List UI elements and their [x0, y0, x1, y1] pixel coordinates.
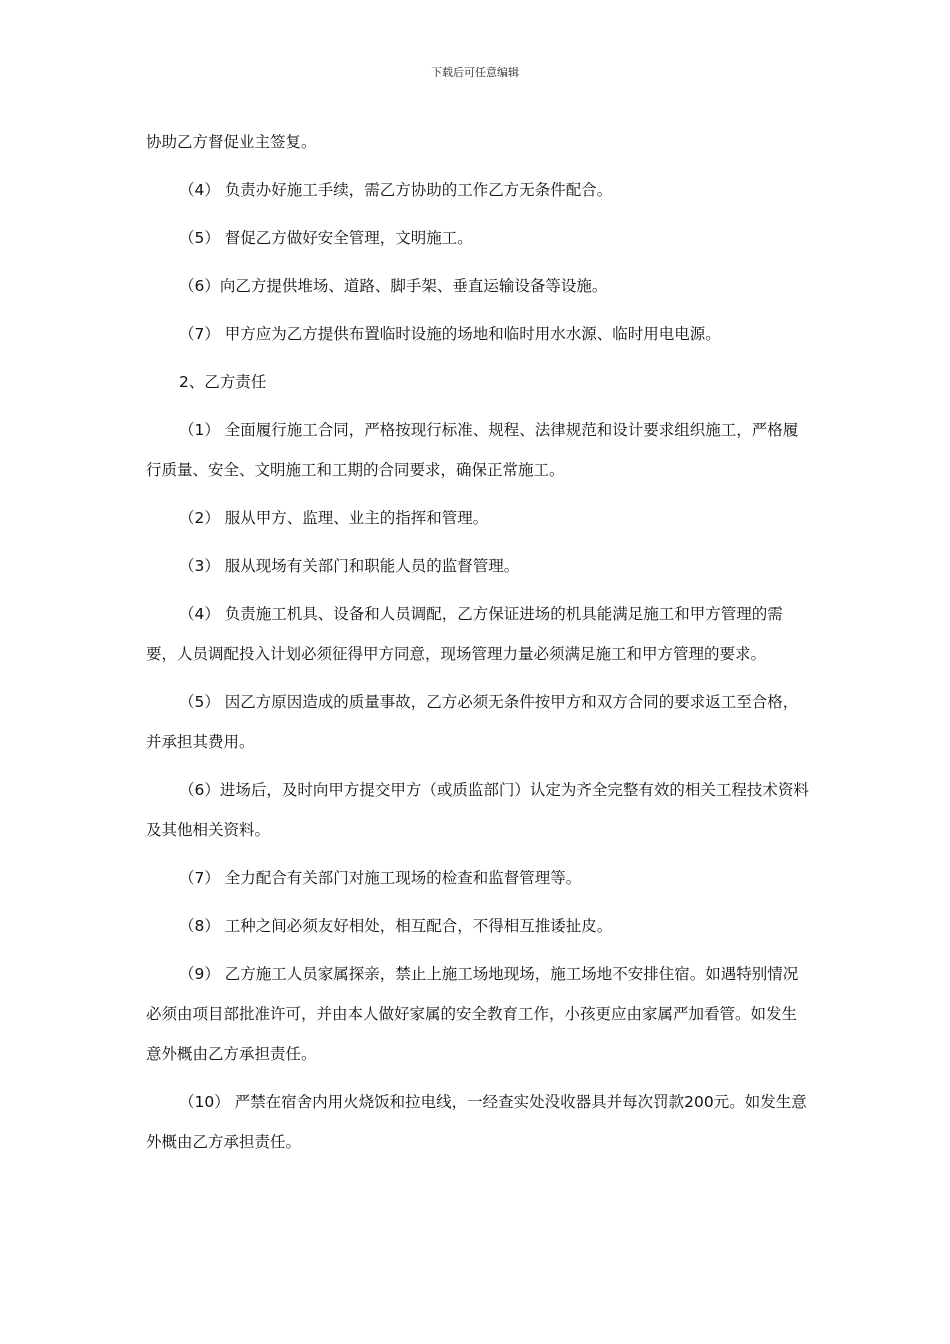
paragraph-b3: （3） 服从现场有关部门和职能人员的监督管理。	[179, 557, 520, 575]
paragraph-a7: （7） 甲方应为乙方提供布置临时设施的场地和临时用水水源、临时用电电源。	[179, 325, 721, 343]
paragraph-a4: （4） 负责办好施工手续，需乙方协助的工作乙方无条件配合。	[179, 181, 613, 199]
paragraph-b10: （10） 严禁在宿舍内用火烧饭和拉电线，一经查实处没收器具并每次罚款200元。如发生意外概由乙方承担责任。	[146, 1093, 807, 1151]
paragraph-b6: （6）进场后，及时向甲方提交甲方（或质监部门）认定为齐全完整有效的相关工程技术资料及其他相关资料。	[146, 781, 809, 839]
paragraph-a6: （6）向乙方提供堆场、道路、脚手架、垂直运输设备等设施。	[179, 277, 608, 295]
paragraph-b2: （2） 服从甲方、监理、业主的指挥和管理。	[179, 509, 489, 527]
paragraph-b9: （9） 乙方施工人员家属探亲，禁止上施工场地现场，施工场地不安排住宿。如遇特别情况必须由项目部批准许可，并由本人做好家属的安全教育工作，小孩更应由家属严加看管。如发生意外概由乙方承担责任。	[146, 965, 799, 1063]
section-heading: 2、乙方责任	[179, 373, 267, 391]
paragraph-continuation: 协助乙方督促业主签复。	[146, 133, 317, 151]
paragraph-b8: （8） 工种之间必须友好相处，相互配合，不得相互推诿扯皮。	[179, 917, 613, 935]
paragraph-b5: （5） 因乙方原因造成的质量事故，乙方必须无条件按甲方和双方合同的要求返工至合格，并承担其费用。	[146, 693, 799, 751]
page-header: 下载后可任意编辑	[431, 66, 519, 79]
document-body	[146, 122, 810, 1170]
paragraph-b7: （7） 全力配合有关部门对施工现场的检查和监督管理等。	[179, 869, 582, 887]
paragraph-b4: （4） 负责施工机具、设备和人员调配，乙方保证进场的机具能满足施工和甲方管理的需要，人员调配投入计划必须征得甲方同意，现场管理力量必须满足施工和甲方管理的要求。	[146, 605, 783, 663]
paragraph-b1: （1） 全面履行施工合同，严格按现行标准、规程、法律规范和设计要求组织施工，严格履行质量、安全、文明施工和工期的合同要求，确保正常施工。	[146, 421, 799, 479]
paragraph-a5: （5） 督促乙方做好安全管理，文明施工。	[179, 229, 473, 247]
